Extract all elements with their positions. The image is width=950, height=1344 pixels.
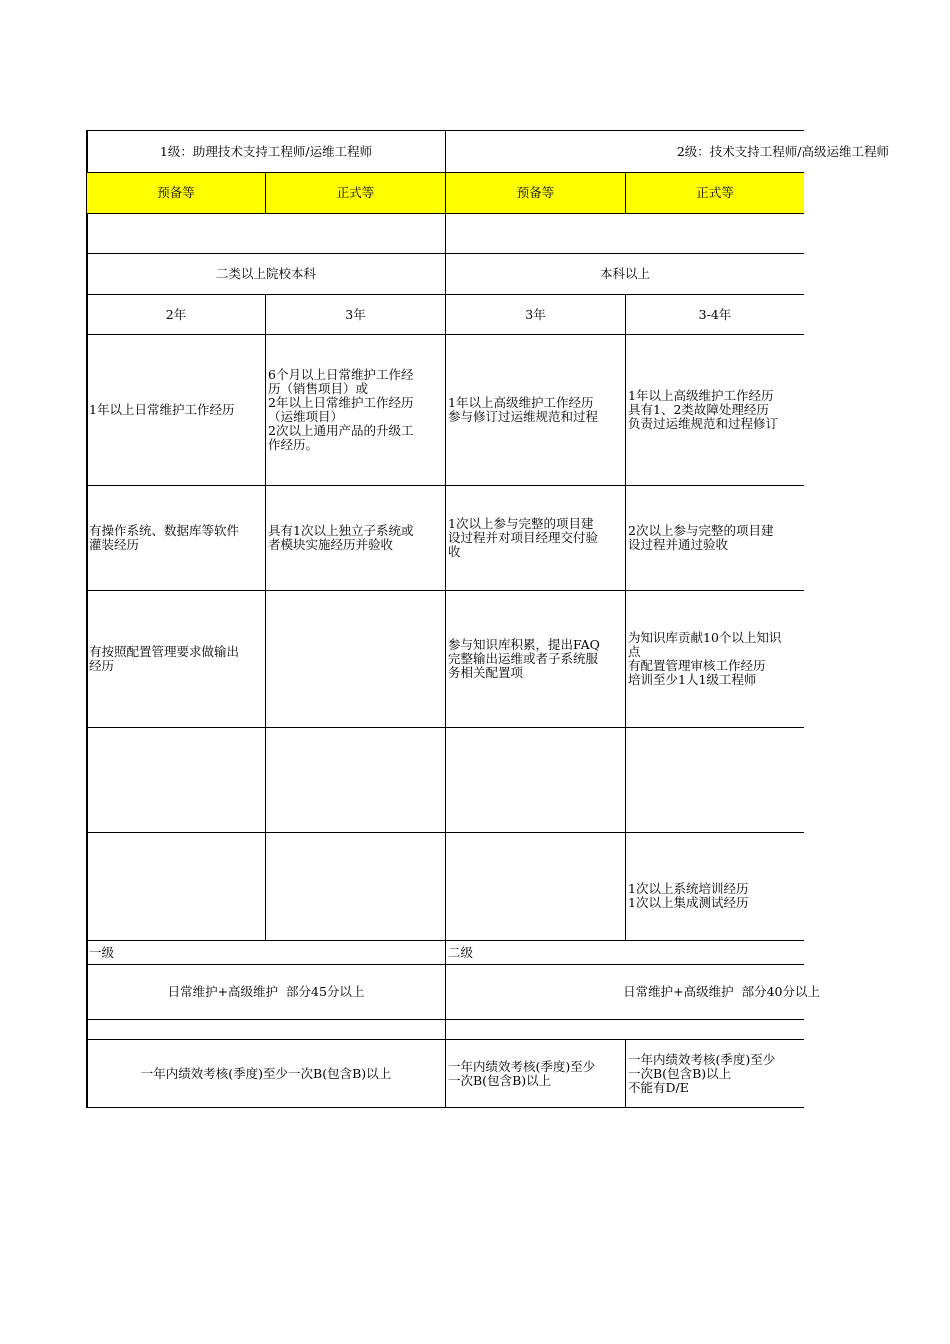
grade-l1-prep-text: 预备等 xyxy=(157,185,195,200)
maintenance-l2-formal[interactable] xyxy=(625,334,804,485)
performance-l1-text: 一年内绩效考核(季度)至少一次B(包含B)以上 xyxy=(140,1065,392,1081)
years-l1-formal[interactable] xyxy=(265,294,445,334)
grade-l1-formal[interactable] xyxy=(265,172,445,213)
years-l2-formal-text: 3-4年 xyxy=(698,306,732,322)
config-l2-prep-text: 参与知识库积累，提出FAQ 完整输出运维或者子系统服 务相关配置项 xyxy=(448,637,600,680)
competency-table xyxy=(86,130,889,1108)
rank-l1[interactable] xyxy=(86,940,445,964)
projects-l2-formal[interactable] xyxy=(625,485,804,590)
grade-l1-formal-text: 正式等 xyxy=(336,185,375,200)
projects-l2-formal-text: 2次以上参与完整的项目建 设过程并通过验收 xyxy=(628,523,774,552)
years-l2-prep-text: 3年 xyxy=(525,306,546,322)
config-l2-formal[interactable] xyxy=(625,590,804,727)
grade-l2-prep[interactable] xyxy=(445,172,625,213)
header-level-1-text: 1级：助理技术支持工程师/运维工程师 xyxy=(159,143,373,159)
maintenance-l2-formal-text: 1年以上高级维护工作经历 具有1、2类故障处理经历 负责过运维规范和过程修订 xyxy=(628,388,779,431)
projects-l2-prep-text: 1次以上参与完整的项目建 设过程并对项目经理交付验 收 xyxy=(448,516,599,559)
config-l1-formal[interactable] xyxy=(265,590,445,727)
performance-l2-prep[interactable] xyxy=(445,1039,625,1108)
projects-l1-formal[interactable] xyxy=(265,485,445,590)
header-level-2[interactable] xyxy=(445,130,889,172)
empty-row-13-l2[interactable] xyxy=(445,1019,804,1039)
config-l1-prep-text: 有按照配置管理要求做输出 经历 xyxy=(89,644,240,673)
empty-cell-r9-c2[interactable] xyxy=(265,727,445,832)
grade-l2-prep-text: 预备等 xyxy=(516,185,555,200)
maintenance-l1-prep-text: 1年以上日常维护工作经历 xyxy=(89,402,235,417)
empty-cell-r10-c2[interactable] xyxy=(265,832,445,940)
rank-l2[interactable] xyxy=(445,940,804,964)
score-l1-text: 日常维护+高级维护 部分45分以上 xyxy=(167,984,365,999)
empty-row-l1[interactable] xyxy=(86,213,445,253)
projects-l1-prep-text: 有操作系统、数据库等软件 灌装经历 xyxy=(89,523,240,552)
performance-l1[interactable] xyxy=(86,1039,445,1108)
projects-l1-formal-text: 具有1次以上独立子系统或 者模块实施经历并验收 xyxy=(268,523,414,552)
empty-cell-r9-c1[interactable] xyxy=(86,727,265,832)
header-level-1[interactable] xyxy=(86,130,445,172)
training-l2-formal-text: 1次以上系统培训经历 1次以上集成测试经历 xyxy=(628,880,749,910)
empty-cell-r10-c3[interactable] xyxy=(445,832,625,940)
years-l2-formal[interactable] xyxy=(625,294,804,334)
config-l2-formal-text: 为知识库贡献10个以上知识 点 有配置管理审核工作经历 培训至少1人1级工程师 xyxy=(628,630,782,687)
years-l2-prep[interactable] xyxy=(445,294,625,334)
maintenance-l2-prep[interactable] xyxy=(445,334,625,485)
performance-l2-formal-text: 一年内绩效考核(季度)至少 一次B(包含B)以上 不能有D/E xyxy=(628,1051,776,1095)
years-l1-formal-text: 3年 xyxy=(345,306,366,322)
score-l2[interactable] xyxy=(445,964,820,1019)
education-l2-text: 本科以上 xyxy=(599,266,650,281)
projects-l1-prep[interactable] xyxy=(86,485,265,590)
education-l2[interactable] xyxy=(445,253,804,294)
grade-l1-prep[interactable] xyxy=(86,172,265,213)
education-l1-text: 二类以上院校本科 xyxy=(215,266,316,281)
empty-row-l2[interactable] xyxy=(445,213,804,253)
maintenance-l1-prep[interactable] xyxy=(86,334,265,485)
performance-l2-prep-text: 一年内绩效考核(季度)至少 一次B(包含B)以上 xyxy=(448,1058,596,1088)
years-l1-prep[interactable] xyxy=(86,294,265,334)
config-l2-prep[interactable] xyxy=(445,590,625,727)
training-l2-formal[interactable] xyxy=(625,832,804,940)
grade-l2-formal[interactable] xyxy=(625,172,804,213)
maintenance-l1-formal-text: 6个月以上日常维护工作经 历（销售项目）或 2年以上日常维护工作经历 （运维项目） 2次以上通用产品的升级工 作经历。 xyxy=(268,367,414,452)
config-l1-prep[interactable] xyxy=(86,590,265,727)
empty-cell-r9-c4[interactable] xyxy=(625,727,804,832)
score-l1[interactable] xyxy=(86,964,445,1019)
empty-cell-r9-c3[interactable] xyxy=(445,727,625,832)
education-l1[interactable] xyxy=(86,253,445,294)
rank-l2-text: 二级 xyxy=(448,944,474,960)
maintenance-l2-prep-text: 1年以上高级维护工作经历 参与修订过运维规范和过程 xyxy=(448,395,599,424)
maintenance-l1-formal[interactable] xyxy=(265,334,445,485)
score-l2-text: 日常维护+高级维护 部分40分以上 xyxy=(623,984,820,999)
header-level-2-text: 2级：技术支持工程师/高级运维工程师 xyxy=(676,143,889,159)
empty-cell-r10-c1[interactable] xyxy=(86,832,265,940)
rank-l1-text: 一级 xyxy=(89,944,115,960)
performance-l2-formal[interactable] xyxy=(625,1039,804,1108)
projects-l2-prep[interactable] xyxy=(445,485,625,590)
empty-row-13-l1[interactable] xyxy=(86,1019,445,1039)
grade-l2-formal-text: 正式等 xyxy=(696,185,734,200)
years-l1-prep-text: 2年 xyxy=(165,306,187,322)
